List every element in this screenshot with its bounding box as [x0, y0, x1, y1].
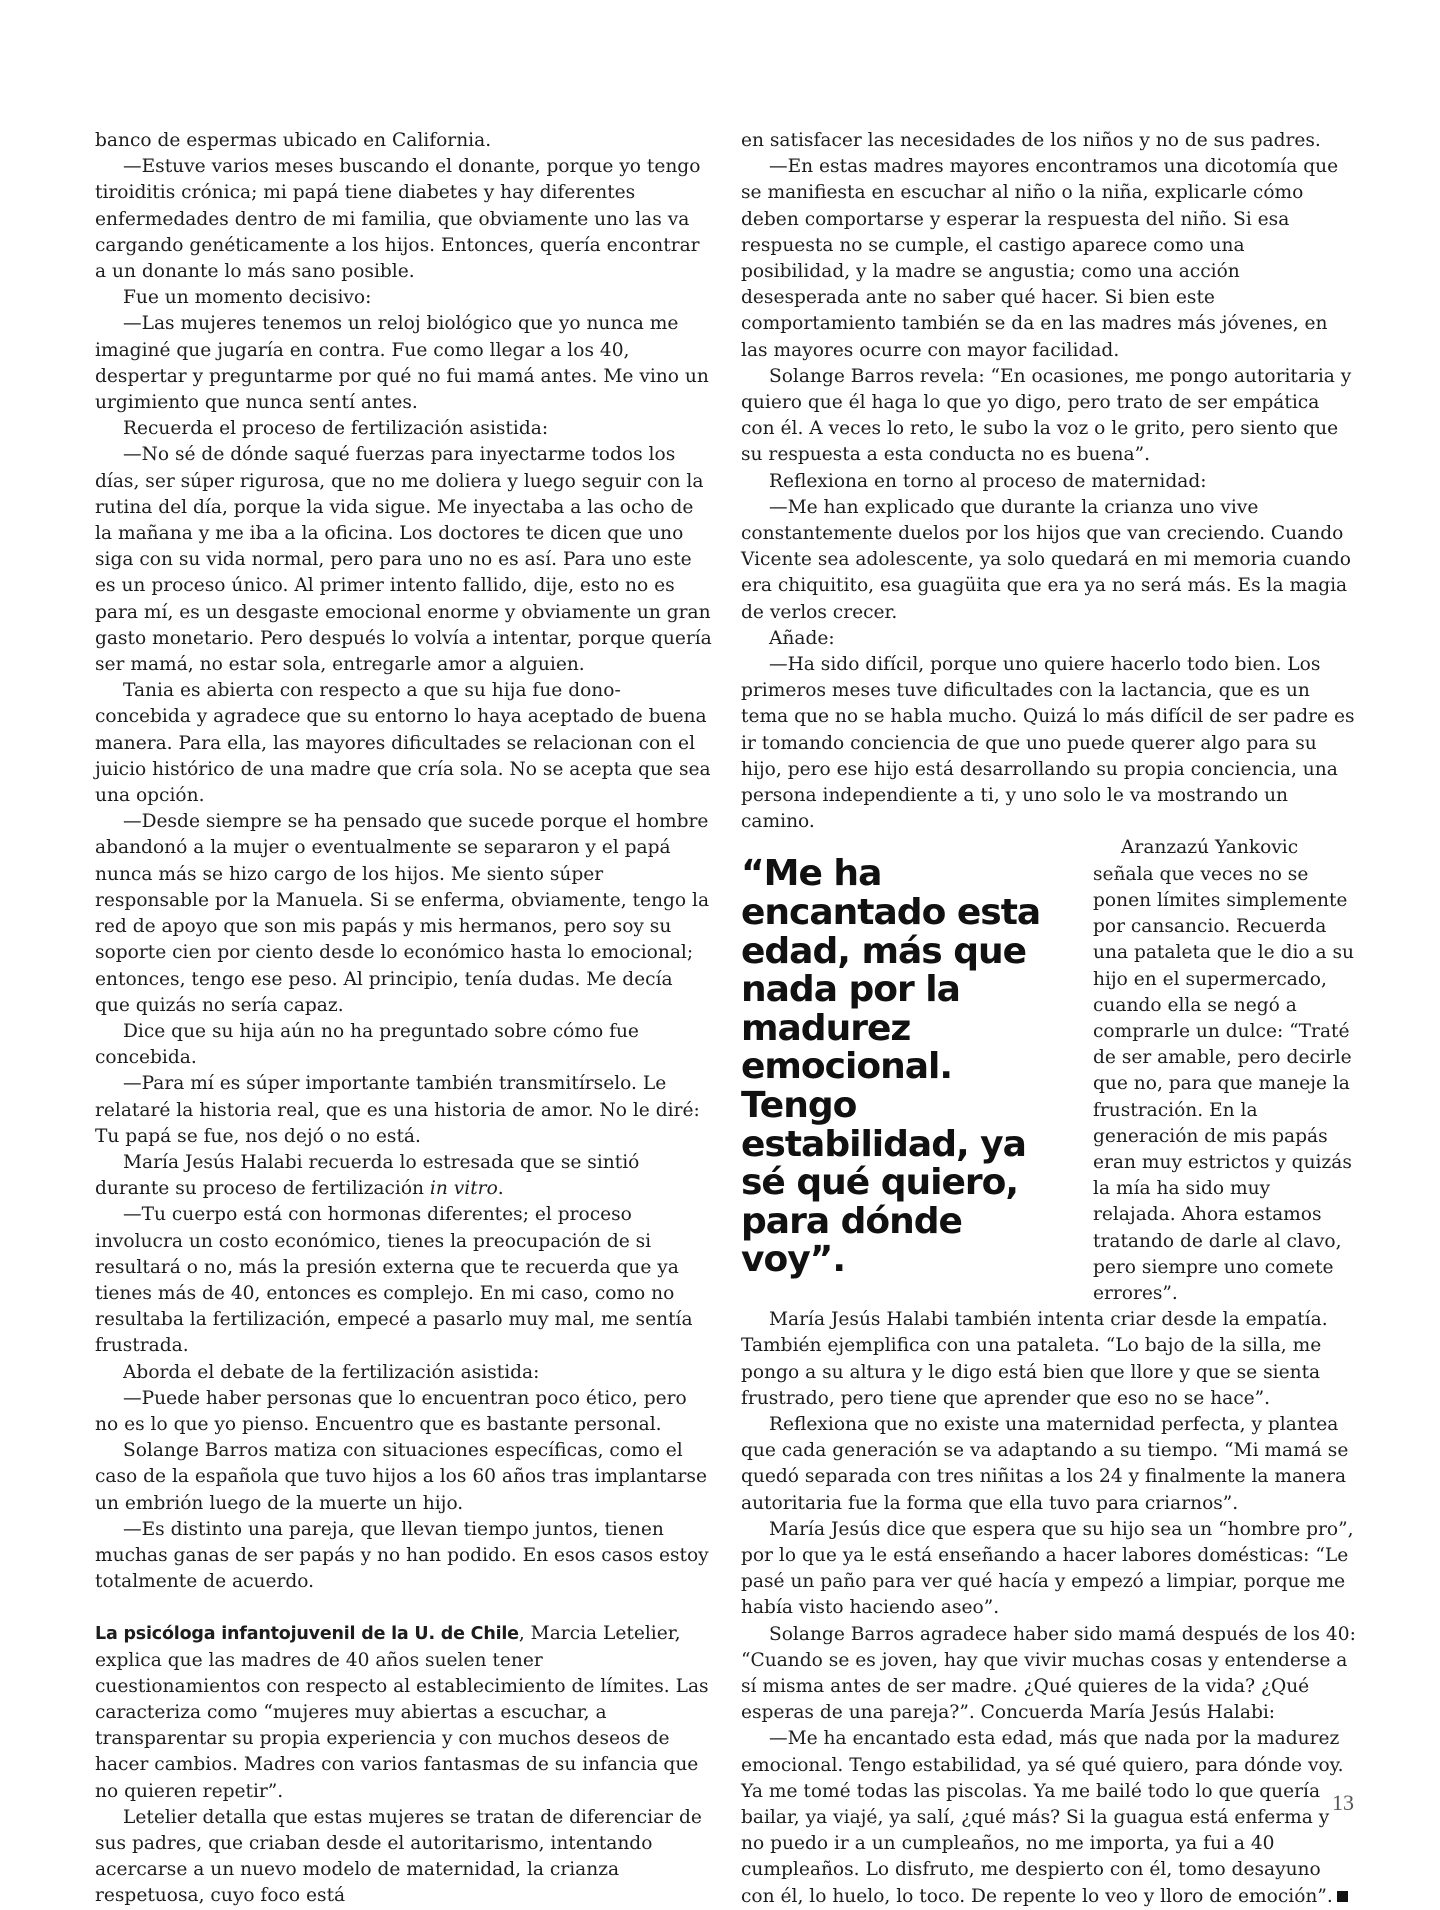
paragraph: —Desde siempre se ha pensado que sucede porque el hombre abandonó a la mujer o eventualmente se separaron y el papá nunca más se hizo cargo de los hijos. Me siento súper responsable por la Manuela. Si se enferma, obviamente, tengo la red de apoyo que son mis papás y mis hermanos, pero soy su soporte cien por ciento desde lo económico hasta lo emocional; entonces, tengo ese peso. Al principio, tenía dudas. Me decía que quizás no sería capaz. [95, 811, 710, 1016]
paragraph: —Puede haber personas que lo encuentran poco ético, pero no es lo que yo pienso. Encuentro que es bastante personal. [95, 1387, 687, 1435]
article-column-right [741, 128, 1358, 1910]
paragraph: María Jesús Halabi también intenta criar desde la empatía. También ejemplifica con una pataleta. “Lo bajo de la silla, me pongo a su altura y le digo está bien que llore y que se sienta frustrado, pero tiene que aprender que eso no se hace”. [741, 1309, 1328, 1409]
paragraph: Letelier detalla que estas mujeres se tratan de diferenciar de sus padres, que criaban desde el autoritarismo, intentando acercarse a un nuevo modelo de maternidad, la crianza respetuosa, cuyo foco está [95, 1806, 702, 1907]
paragraph: Recuerda el proceso de fertilización asistida: [123, 418, 549, 440]
paragraph: —Las mujeres tenemos un reloj biológico que yo nunca me imaginé que jugaría en contra. Fue como llegar a los 40, despertar y preguntarme por qué no fui mamá antes. Me vino un urgimiento que nunca sentí antes. [95, 313, 709, 414]
paragraph: Aborda el debate de la fertilización asistida: [123, 1361, 540, 1383]
paragraph-text: María Jesús Halabi recuerda lo estresada que se sintió durante su proceso de fertilización [95, 1151, 640, 1200]
paragraph: Tania es abierta con respecto a que su hija fue dono-concebida y agradece que su entorno lo haya aceptado de buena manera. Para ella, las mayores dificultades se relacionan con el juicio histórico de una madre que cría sola. No se acepta que sea una opción. [95, 680, 711, 807]
article-column-left [95, 128, 712, 1910]
paragraph: Aranzazú Yankovic señala que veces no se ponen límites simplemente por cansancio. Recuerda una pataleta que le dio a su hijo en el supermercado, cuando ella se negó a comprarle un dulce: “Traté de ser amable, pero decirle que no, para que maneje la frustración. En la generación de mis papás eran muy estrictos y quizás la mía ha sido muy relajada. Ahora estamos tratando de darle al clavo, pero siempre uno comete errores”. [1093, 837, 1355, 1304]
paragraph: —Estuve varios meses buscando el donante, porque yo tengo tiroiditis crónica; mi papá tiene diabetes y hay diferentes enfermedades dentro de mi familia, que obviamente uno las va cargando genéticamente a los hijos. Entonces, quería encontrar a un donante lo más sano posible. [95, 156, 701, 283]
section-paragraph [95, 1621, 712, 1804]
paragraph-text: . [497, 1178, 504, 1200]
paragraph [95, 1150, 712, 1202]
paragraph-text: —Me ha encantado esta edad, más que nada por la madurez emocional. Tengo estabilidad, ya sé qué quiero, para dónde voy. Ya me tomé todas las piscolas. Ya me bailé todo lo que quería bailar, ya viajé, ya salí, ¿qué más? Si la guagua está enferma y no puedo ir a un cumpleaños, no me importa, ya fui a 40 cumpleaños. Lo disfruto, me despierto con él, tomo desayuno con él, lo huelo, lo toco. De repente lo veo y lloro de emoción”. [741, 1728, 1344, 1907]
paragraph: Añade: [769, 627, 835, 649]
paragraph: Reflexiona en torno al proceso de maternidad: [769, 470, 1207, 492]
paragraph-text: , Marcia Letelier, explica que las madres de 40 años suelen tener cuestionamientos con respecto al establecimiento de límites. Las caracteriza como “mujeres muy abiertas a escuchar, a transparentar su propia experiencia y con muchos deseos de hacer cambios. Madres con varios fantasmas de su infancia que no quieren repetir”. [95, 1623, 709, 1802]
paragraph: banco de espermas ubicado en California. [95, 130, 492, 151]
italic-term: in vitro [429, 1178, 498, 1200]
paragraph: Solange Barros agradece haber sido mamá después de los 40: “Cuando se es joven, hay que vivir muchas cosas y entenderse a sí misma antes de ser madre. ¿Qué quieres de la vida? ¿Qué esperas de una pareja?”. Concuerda María Jesús Halabi: [741, 1623, 1356, 1724]
paragraph: Reflexiona que no existe una maternidad perfecta, y plantea que cada generación se va adaptando a su tiempo. “Mi mamá se quedó separada con tres niñitas a los 24 y finalmente la manera autoritaria fue la forma que ella tuvo para criarnos”. [741, 1413, 1349, 1514]
paragraph: —No sé de dónde saqué fuerzas para inyectarme todos los días, ser súper rigurosa, que no me doliera y luego seguir con la rutina del día, porque la vida sigue. Me inyectaba a las ocho de la mañana y me iba a la oficina. Los doctores te dicen que uno siga con su vida normal, pero para uno no es así. Para uno este es un proceso único. Al primer intento fallido, dije, esto no es para mí, es un desgaste emocional enorme y obviamente un gran gasto monetario. Pero después lo volvía a intentar, porque quería ser mamá, no estar sola, entregarle amor a alguien. [95, 444, 712, 676]
paragraph: Dice que su hija aún no ha preguntado sobre cómo fue concebida. [95, 1020, 639, 1069]
paragraph: —Es distinto una pareja, que llevan tiempo juntos, tienen muchas ganas de ser papás y no han podido. En esos casos estoy totalmente de acuerdo. [95, 1518, 709, 1593]
paragraph: Fue un momento decisivo: [123, 287, 372, 309]
pull-quote: “Me ha encantado esta edad, más que nada por la madurez emocional. Tengo estabilidad, ya sé qué quiero, para dónde voy”. [741, 853, 1041, 1281]
page-number: 13 [1332, 1790, 1354, 1815]
paragraph: —Me han explicado que durante la crianza uno vive constantemente duelos por los hijos que van creciendo. Cuando Vicente sea adolescente, ya solo quedará en mi memoria cuando era chiquitito, esa guagüita que era ya no será más. Es la magia de verlos crecer. [741, 496, 1351, 623]
end-of-article-mark [1337, 1891, 1348, 1902]
paragraph: —En estas madres mayores encontramos una dicotomía que se manifiesta en escuchar al niño o la niña, explicarle cómo deben comportarse y esperar la respuesta del niño. Si esa respuesta no se cumple, el castigo aparece como una posibilidad, y la madre se angustia; como una acción desesperada ante no saber qué hacer. Si bien este comportamiento también se da en las madres más jóvenes, en las mayores ocurre con mayor facilidad. [741, 156, 1339, 361]
paragraph: Solange Barros matiza con situaciones específicas, como el caso de la española que tuvo hijos a los 60 años tras implantarse un embrión luego de la muerte un hijo. [95, 1440, 707, 1514]
section-lead-in: La psicóloga infantojuvenil de la U. de Chile [95, 1624, 519, 1645]
paragraph: —Tu cuerpo está con hormonas diferentes; el proceso involucra un costo económico, tienes la preocupación de si resultará o no, más la presión externa que te recuerda que ya tienes más de 40, entonces es complejo. En mi caso, como no resultaba la fertilización, empecé a pasarlo muy mal, me sentía frustrada. [95, 1204, 693, 1357]
paragraph: Solange Barros revela: “En ocasiones, me pongo autoritaria y quiero que él haga lo que yo digo, pero trato de ser empática con él. A veces lo reto, le subo la voz o le grito, pero siento que su respuesta a esta conducta no es buena”. [741, 365, 1352, 466]
paragraph: —Ha sido difícil, porque uno quiere hacerlo todo bien. Los primeros meses tuve dificultades con la lactancia, que es un tema que no se habla mucho. Quizá lo más difícil de ser padre es ir tomando conciencia de que uno puede querer algo para su hijo, pero ese hijo está desarrollando su propia conciencia, una persona independiente a ti, y uno solo le va mostrando un camino. [741, 654, 1355, 833]
paragraph: en satisfacer las necesidades de los niños y no de sus padres. [741, 130, 1321, 151]
paragraph: María Jesús dice que espera que su hijo sea un “hombre pro”, por lo que ya le está enseñando a hacer labores domésticas: “Le pasé un paño para ver qué hacía y empezó a limpiar, porque me había visto haciendo aseo”. [741, 1518, 1354, 1619]
paragraph [741, 1726, 1358, 1909]
paragraph: —Para mí es súper importante también transmitírselo. Le relataré la historia real, que es una historia de amor. No le diré: Tu papá se fue, nos dejó o no está. [95, 1073, 700, 1147]
